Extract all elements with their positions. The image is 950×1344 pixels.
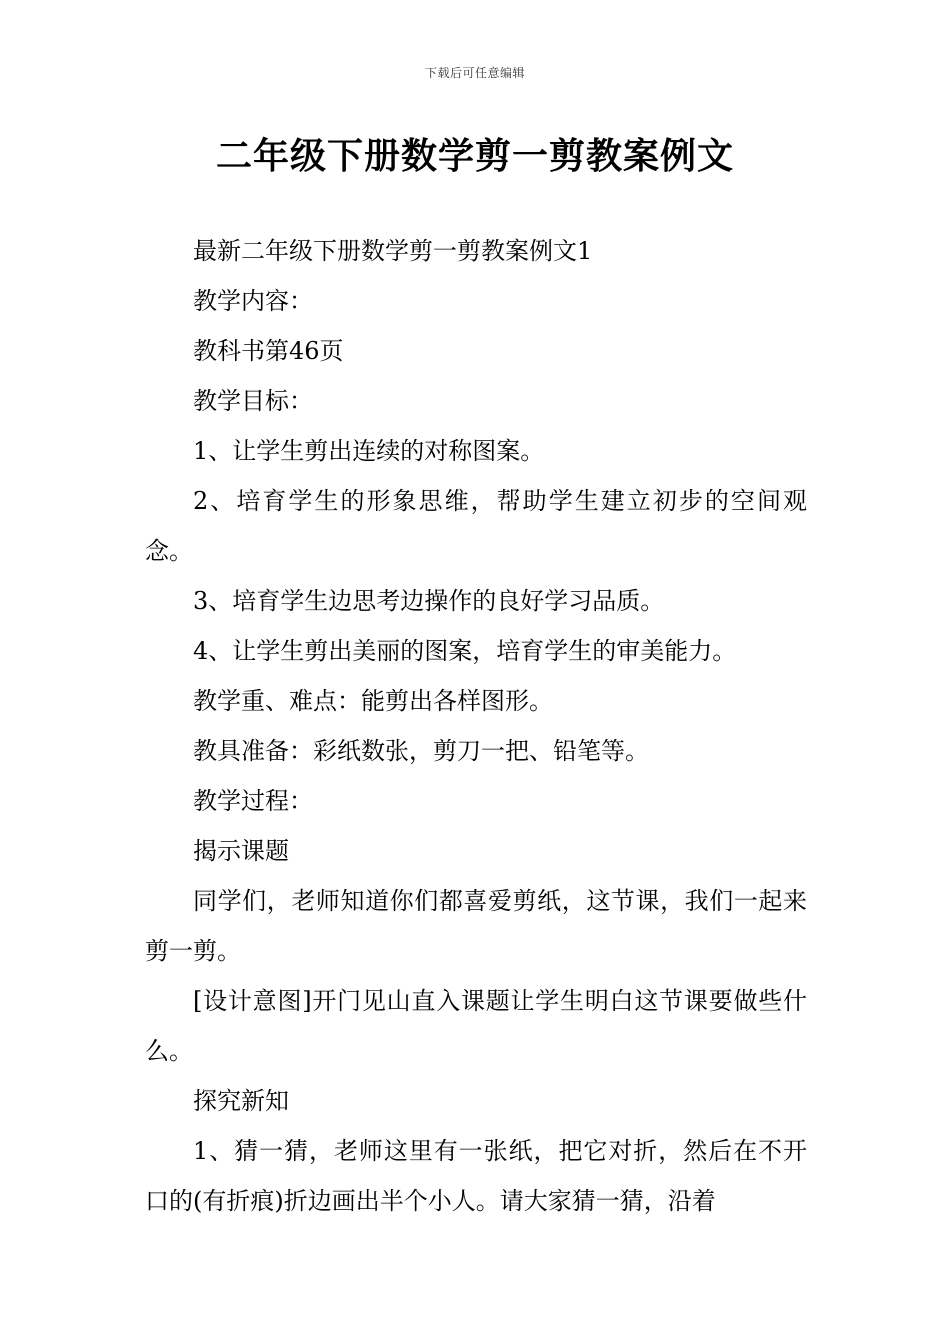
paragraph-objectives-heading: 教学目标： [193,387,313,415]
paragraph-objective-3: 3、培育学生边思考边操作的良好学习品质。 [193,587,665,615]
paragraph-objective-1: 1、让学生剪出连续的对称图案。 [193,437,545,465]
paragraph-intro: 同学们，老师知道你们都喜爱剪纸，这节课，我们一起来剪一剪。 [145,887,807,965]
paragraph-guess: 1、猜一猜，老师这里有一张纸，把它对折，然后在不开口的(有折痕)折边画出半个小人。请大家猜一猜，沿着 [145,1137,807,1215]
paragraph-process-heading: 教学过程： [193,787,313,815]
paragraph-explore-heading: 探究新知 [193,1087,289,1115]
paragraph-subtitle: 最新二年级下册数学剪一剪教案例文1 [193,237,593,265]
document-body [145,226,807,1226]
paragraph-objective-4: 4、让学生剪出美丽的图案，培育学生的审美能力。 [193,637,737,665]
paragraph-content-heading: 教学内容： [193,287,313,315]
paragraph-topic-heading: 揭示课题 [193,837,289,865]
paragraph-materials: 教具准备：彩纸数张，剪刀一把、铅笔等。 [193,737,649,765]
paragraph-textbook-page: 教科书第46页 [193,337,344,365]
paragraph-key-points: 教学重、难点：能剪出各样图形。 [193,687,553,715]
paragraph-design-intent: [设计意图]开门见山直入课题让学生明白这节课要做些什么。 [145,987,807,1065]
document-title: 二年级下册数学剪一剪教案例文 [215,136,734,177]
header-note: 下载后可任意编辑 [424,66,525,80]
paragraph-objective-2: 2、培育学生的形象思维，帮助学生建立初步的空间观念。 [145,487,807,565]
